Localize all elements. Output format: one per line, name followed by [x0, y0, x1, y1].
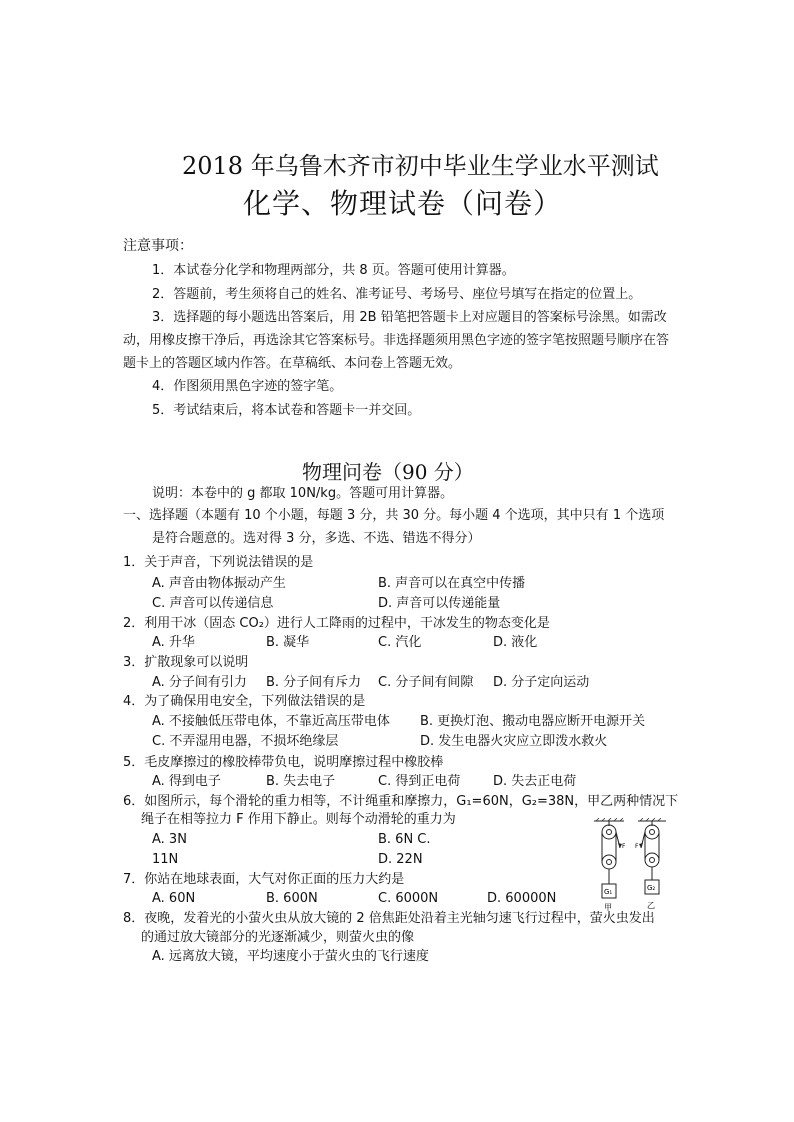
question-2-option-a: A. 升华 — [152, 635, 195, 650]
notice-item-3: 3．选择题的每小题选出答案后，用 2B 铅笔把答题卡上对应题目的答案标号涂黑。如需改动，用橡皮擦干净后，再选涂其它答案标号。非选择题须用黑色字迹的签字笔按照题号顺序在答题卡上的答题区域内作答。在草稿纸、本问卷上答题无效。 — [123, 310, 670, 371]
movable-pulley-jia — [602, 855, 616, 869]
movable-pulley-yi — [645, 853, 659, 867]
question-2-option-d: D. 液化 — [493, 635, 538, 650]
question-4-stem: 4．为了确保用电安全，下列做法错误的是 — [123, 694, 366, 709]
question-5-option-c: C. 得到正电荷 — [378, 774, 461, 789]
label-yi: 乙 — [647, 901, 655, 910]
question-8-option-a: A. 远离放大镜，平均速度小于萤火虫的飞行速度 — [152, 949, 429, 964]
question-4-option-b: B. 更换灯泡、搬动电器应断开电源开关 — [420, 714, 646, 729]
question-7-option-c: C. 6000N — [378, 891, 439, 906]
weight-label-g1: G₁ — [604, 888, 613, 896]
question-7-option-a: A. 60N — [152, 891, 196, 906]
question-4-option-d: D. 发生电器火灾应立即泼水救火 — [420, 734, 608, 749]
fixed-pulley-yi — [645, 825, 659, 839]
question-1-option-d: D. 声音可以传递能量 — [378, 596, 501, 611]
weight-label-g2: G₂ — [647, 884, 656, 892]
question-6-stem-line2: 绳子在相等拉力 F 作用下静止。则每个动滑轮的重力为 — [141, 812, 456, 827]
notice-heading: 注意事项： — [123, 238, 193, 254]
section-heading-line1: 一、选择题（本题有 10 个小题，每题 3 分，共 30 分。每小题 4 个选项，其中只有 1 个选项 — [123, 508, 665, 523]
question-3-option-d: D. 分子定向运动 — [493, 675, 590, 690]
label-jia: 甲 — [604, 903, 612, 912]
question-1-option-a: A. 声音由物体振动产生 — [152, 576, 286, 591]
question-3-stem: 3．扩散现象可以说明 — [123, 655, 249, 670]
physics-note: 说明：本卷中的 g 都取 10N/kg。答题可用计算器。 — [152, 486, 454, 501]
notice-item-4: 4．作图须用黑色字迹的签字笔。 — [152, 379, 343, 394]
question-8-stem-line1: 8．夜晚，发着光的小萤火虫从放大镜的 2 倍焦距处沿着主光轴匀速飞行过程中，萤火虫发出 — [123, 911, 655, 926]
exam-title: 2018 年乌鲁木齐市初中毕业生学业水平测试 — [182, 152, 659, 180]
notice-item-5: 5．考试结束后，将本试卷和答题卡一并交回。 — [152, 403, 421, 418]
question-7-option-d: D. 60000N — [487, 891, 557, 906]
section-heading-line2: 是符合题意的。选对得 3 分，多选、不选、错选不得分） — [152, 531, 481, 546]
force-label-yi: F — [635, 843, 639, 850]
question-4-option-c: C. 不弄湿用电器，不损坏绝缘层 — [152, 734, 339, 749]
question-3-option-a: A. 分子间有引力 — [152, 675, 247, 690]
question-4-option-a: A. 不接触低压带电体，不靠近高压带电体 — [152, 714, 390, 729]
force-label-jia: F — [622, 843, 626, 850]
physics-title: 物理问卷（90 分） — [302, 460, 474, 484]
question-2-option-c: C. 汽化 — [378, 635, 422, 650]
question-5-option-a: A. 得到电子 — [152, 774, 221, 789]
notice-item-2: 2．答题前，考生须将自己的姓名、准考证号、考场号、座位号填写在指定的位置上。 — [152, 287, 642, 302]
question-1-option-c: C. 声音可以传递信息 — [152, 596, 274, 611]
question-1-stem: 1．关于声音，下列说法错误的是 — [123, 555, 314, 570]
question-1-option-b: B. 声音可以在真空中传播 — [378, 576, 526, 591]
question-5-option-d: D. 失去正电荷 — [493, 774, 577, 789]
question-7-stem: 7．你站在地球表面，大气对你正面的压力大约是 — [123, 872, 405, 887]
question-6-stem-line1: 6．如图所示，每个滑轮的重力相等，不计绳重和摩擦力，G₁=60N，G₂=38N，甲乙两种情况下 — [123, 794, 679, 809]
question-6-option-b: B. 6N C. — [378, 832, 431, 847]
question-7-option-b: B. 600N — [266, 891, 318, 906]
question-8-stem-line2: 的通过放大镜部分的光逐渐减少，则萤火虫的像 — [141, 930, 415, 945]
question-5-stem: 5．毛皮摩擦过的橡胶棒带负电，说明摩擦过程中橡胶棒 — [123, 755, 444, 770]
question-6-option-a: A. 3N — [152, 832, 187, 847]
question-3-option-c: C. 分子间有间隙 — [378, 675, 474, 690]
force-arrow-yi — [639, 843, 643, 848]
pulley-figure — [592, 818, 672, 914]
question-2-stem: 2．利用干冰（固态 CO₂）进行人工降雨的过程中，干冰发生的物态变化是 — [123, 616, 550, 631]
question-2-option-b: B. 凝华 — [266, 635, 310, 650]
fixed-pulley-jia — [602, 825, 616, 839]
question-6-option-c: 11N — [152, 852, 179, 867]
question-5-option-b: B. 失去电子 — [266, 774, 336, 789]
question-3-option-b: B. 分子间有斥力 — [266, 675, 362, 690]
notice-item-1: 1．本试卷分化学和物理两部分，共 8 页。答题可使用计算器。 — [152, 263, 515, 278]
question-6-option-d: D. 22N — [378, 852, 423, 867]
paper-title: 化学、物理试卷（问卷） — [243, 187, 563, 220]
